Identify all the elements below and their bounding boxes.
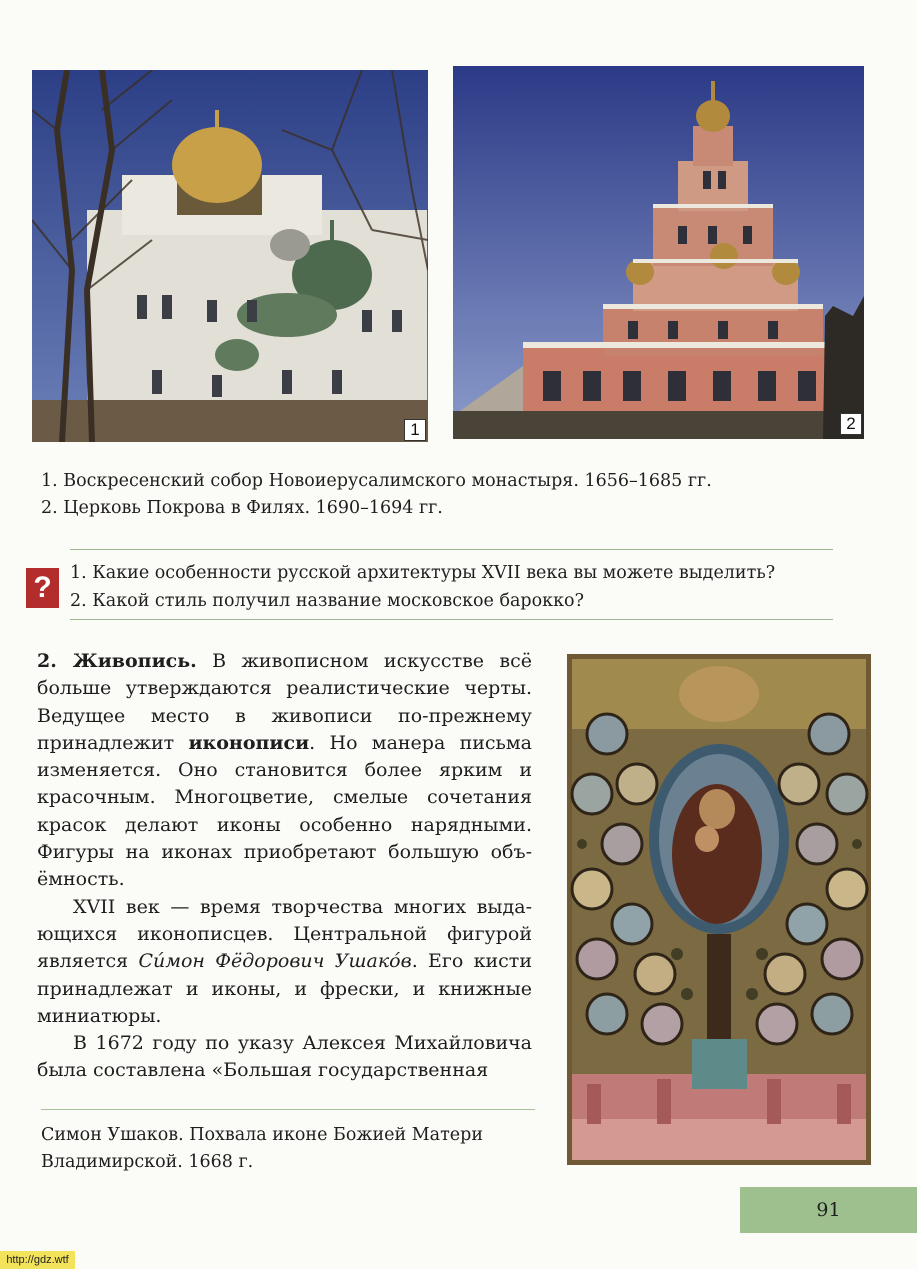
paragraph-1 [37, 648, 532, 894]
photo1-number: 1 [404, 419, 426, 441]
figure-caption-rule [41, 1109, 535, 1110]
photo-church-fili [453, 66, 864, 439]
question-icon: ? [26, 568, 59, 608]
photo2-number: 2 [840, 413, 862, 435]
paragraph-1-part-a: В живописном искусстве всё больше утверждаются реалистические черты. Ведущее место в живописи по-прежнему принадлежит [37, 650, 532, 754]
photo-caption-2: 2. Церковь Покрова в Филях. 1690–1694 гг. [41, 498, 443, 518]
section-text [37, 648, 532, 1085]
question-1: 1. Какие особенности русской архитектуры XVII века вы можете выделить? [70, 563, 776, 583]
term-iconography: иконописи [188, 731, 310, 754]
photo-caption-1: 1. Воскресенский собор Новоиерусалимского монастыря. 1656–1685 гг. [41, 471, 712, 491]
paragraph-2 [37, 894, 532, 1030]
questions-top-rule [70, 549, 833, 550]
name-ushakov: Си́мон Фёдорович Ушако́в [138, 950, 412, 973]
icon-painting-image [567, 654, 871, 1165]
paragraph-3: В 1672 году по указу Алексея Михайловича была составлена «Большая государственная [37, 1032, 532, 1082]
paragraph-2-part-b: . Его кисти принадлежат и иконы, и фрески, и книжные миниатюры. [37, 950, 532, 1027]
paragraph-2-part-a: XVII век — время творчества многих выдающихся иконописцев. Центральной фигурой является [37, 895, 532, 973]
section-heading: 2. Живопись. [37, 650, 197, 672]
figure-caption: Симон Ушаков. Похвала иконе Божией Матери Владимирской. 1668 г. [41, 1125, 484, 1172]
page-number: 91 [740, 1187, 917, 1233]
watermark-link[interactable]: http://gdz.wtf [0, 1251, 75, 1269]
photo-resurrection-cathedral [32, 70, 428, 442]
paragraph-1-part-b: . Но манера письма изменяется. Оно становится более ярким и красочным. Многоцветие, смелые сочетания красок делают иконы особенно нарядными. Фигуры на иконах приобретают большую объёмность. [37, 731, 532, 891]
questions-bottom-rule [70, 619, 833, 620]
question-2: 2. Какой стиль получил название московское барокко? [70, 591, 584, 611]
